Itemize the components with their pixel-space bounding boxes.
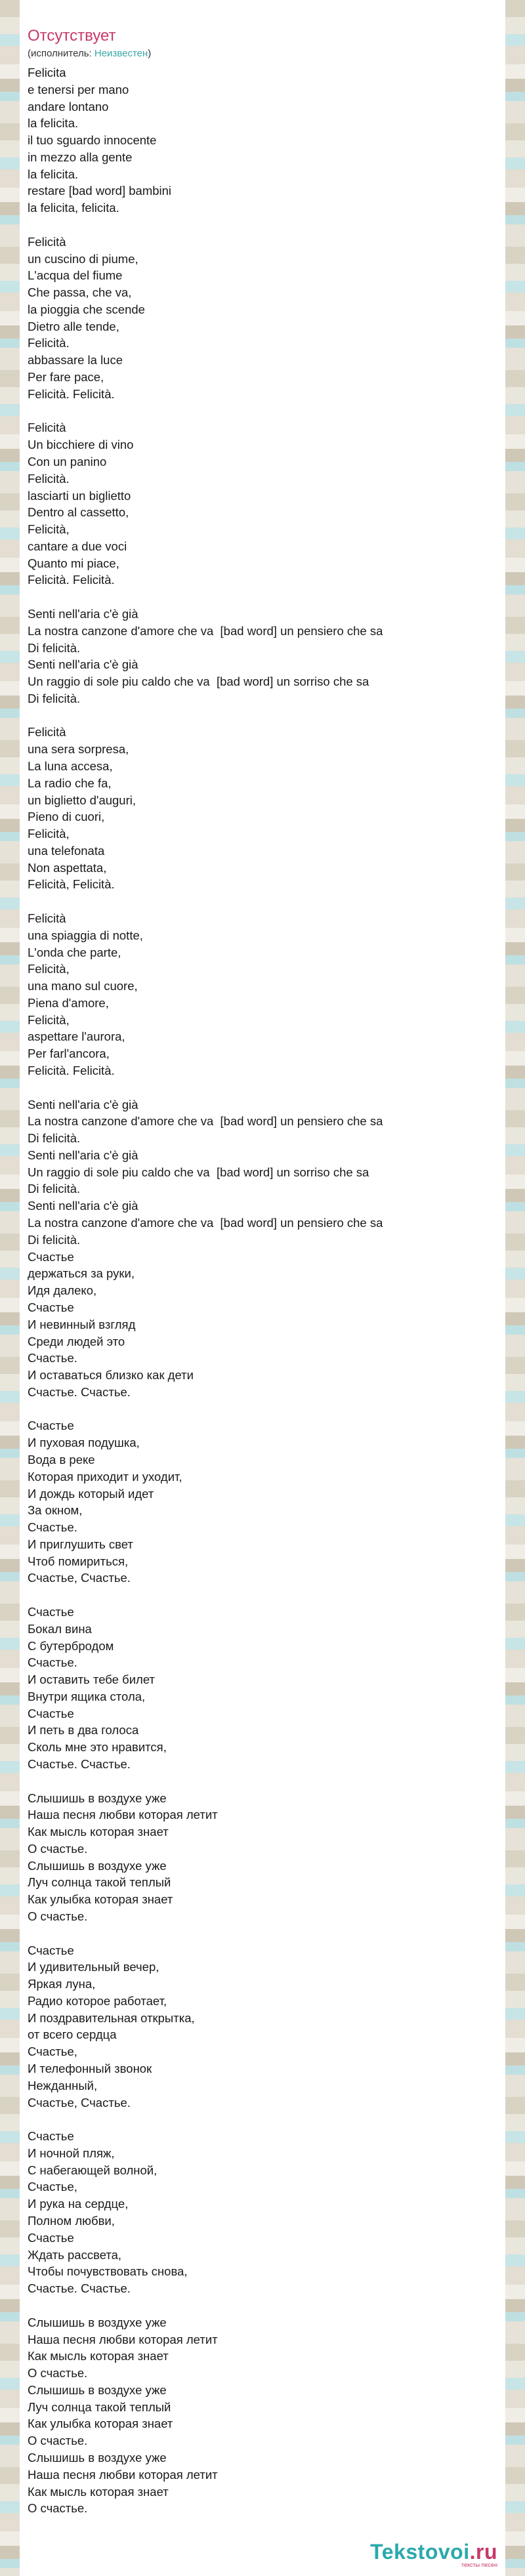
lyric-line: un cuscino di piume, [28, 251, 138, 266]
lyric-line: Полном любви, [28, 2214, 115, 2228]
lyric-line: Felicità, [28, 962, 70, 976]
lyric-line: С набегающей волной, [28, 2163, 158, 2177]
lyric-line: Felicità. Felicità. [28, 1064, 115, 1078]
lyric-line: Счастье [28, 1300, 74, 1314]
lyric-line: Felicità [28, 234, 66, 249]
lyric-line: Di felicità. [28, 1232, 81, 1247]
lyric-line: Un raggio di sole piu caldo che va [bad word] un sorriso che sa [28, 1165, 369, 1179]
lyric-line: andare lontano [28, 99, 109, 114]
lyric-line: L'onda che parte, [28, 945, 121, 959]
lyric-line: Счастье [28, 2129, 74, 2144]
lyric-line: Счастье [28, 2230, 74, 2245]
lyric-line: С бутербродом [28, 1638, 114, 1653]
lyric-line: Слышишь в воздухе уже [28, 2382, 167, 2397]
lyric-line: Идя далеко, [28, 1283, 97, 1298]
lyric-line: Ждать рассвета, [28, 2247, 122, 2262]
lyric-line: Счастье. Счастье. [28, 2281, 131, 2296]
lyric-line: Бокал вина [28, 1621, 92, 1636]
stanza-break [28, 1587, 505, 1604]
lyric-line: Слышишь в воздухе уже [28, 1858, 167, 1873]
lyric-line: Счастье. Счастье. [28, 1757, 131, 1771]
lyric-line: Счастье [28, 1249, 74, 1264]
lyric-line: Felicità, [28, 522, 70, 537]
lyric-line: И удивительный вечер, [28, 1960, 159, 1974]
lyric-line: И ночной пляж, [28, 2146, 115, 2160]
stanza-break [28, 893, 505, 910]
stanza-break [28, 2297, 505, 2314]
lyric-line: За окном, [28, 1503, 83, 1518]
stanza-break [28, 1773, 505, 1790]
lyric-line: Di felicità. [28, 1131, 81, 1146]
lyric-line: La nostra canzone d'amore che va [bad word] un pensiero che sa [28, 1216, 383, 1230]
lyric-line: И приглушить свет [28, 1537, 133, 1551]
stanza-break [28, 403, 505, 420]
lyric-line: La luna accesa, [28, 758, 113, 773]
lyric-line: Felicità. Felicità. [28, 386, 115, 401]
lyric-line: La nostra canzone d'amore che va [bad word] un pensiero che sa [28, 623, 383, 638]
lyric-line: e tenersi per mano [28, 82, 129, 96]
lyric-line: Радио которое работает, [28, 1993, 167, 2008]
lyric-line: Как мысль которая знает [28, 2484, 169, 2499]
lyrics-text [28, 64, 505, 2517]
stanza-break [28, 707, 505, 724]
logo-wordmark [370, 2540, 497, 2564]
lyric-line: Felicità [28, 911, 66, 925]
lyric-line: restare [bad word] bambini [28, 184, 172, 198]
lyric-line: Un bicchiere di vino [28, 438, 134, 452]
lyric-line: Di felicità. [28, 691, 81, 705]
lyric-line: Felicità. [28, 471, 70, 486]
lyric-line: Сколь мне это нравится, [28, 1740, 167, 1755]
stanza-break [28, 1079, 505, 1096]
lyric-line: Senti nell'aria c'è già [28, 1148, 138, 1162]
lyric-line: Senti nell'aria c'è già [28, 657, 138, 672]
lyric-line: abbassare la luce [28, 353, 123, 367]
stanza-break [28, 2111, 505, 2128]
lyric-line: Счастье [28, 1604, 74, 1619]
lyric-line: Felicità [28, 421, 66, 435]
lyric-line: Которая приходит и уходит, [28, 1469, 182, 1484]
lyric-line: Felicità, Felicità. [28, 877, 115, 892]
lyric-line: О счастье. [28, 2434, 88, 2448]
stanza-break [28, 1925, 505, 1942]
lyric-line: Che passa, che va, [28, 285, 132, 300]
logo-main: Tekstovoi [370, 2540, 470, 2564]
lyric-line: Per fare pace, [28, 370, 104, 384]
lyric-line: il tuo sguardo innocente [28, 133, 157, 148]
lyric-line: Felicita [28, 66, 66, 79]
lyric-line: Счастье. Счастье. [28, 1384, 131, 1399]
lyric-line: Луч солнца такой теплый [28, 1875, 171, 1890]
lyric-line: Слышишь в воздухе уже [28, 2315, 167, 2329]
lyric-line: cantare a due voci [28, 539, 127, 553]
lyric-line: una sera sorpresa, [28, 742, 129, 757]
lyric-line: Вода в реке [28, 1452, 95, 1466]
lyric-line: И невинный взгляд [28, 1317, 136, 1331]
lyric-line: Счастье, Счастье. [28, 1571, 131, 1585]
stanza-break [28, 217, 505, 234]
lyric-line: Senti nell'aria c'è già [28, 606, 138, 621]
lyric-line: Piena d'amore, [28, 995, 109, 1010]
lyric-line: И оставаться близко как дети [28, 1368, 194, 1382]
logo-domain: .ru [469, 2540, 497, 2564]
lyric-line: La radio che fa, [28, 776, 112, 790]
lyric-line: la pioggia che scende [28, 302, 145, 316]
lyric-line: Senti nell'aria c'è già [28, 1097, 138, 1111]
lyric-line: la felicita, felicita. [28, 201, 119, 215]
lyric-line: una spiaggia di notte, [28, 928, 143, 942]
lyric-line: Как улыбка которая знает [28, 2417, 173, 2431]
lyric-line: Dietro alle tende, [28, 319, 119, 333]
lyric-line: Счастье [28, 1419, 74, 1433]
lyric-line: Слышишь в воздухе уже [28, 2450, 167, 2464]
lyric-line: И дождь который идет [28, 1486, 154, 1501]
lyric-line: Счастье [28, 1943, 74, 1957]
stanza-break [28, 1401, 505, 1418]
lyric-line: Di felicità. [28, 640, 81, 655]
stanza-break [28, 589, 505, 606]
lyric-line: aspettare l'aurora, [28, 1029, 125, 1044]
lyric-line: И рука на сердце, [28, 2197, 129, 2211]
lyric-line: Как улыбка которая знает [28, 1892, 173, 1907]
page [20, 0, 505, 2576]
lyric-line: Счастье [28, 1706, 74, 1720]
lyric-line: Senti nell'aria c'è già [28, 1199, 138, 1213]
lyric-line: una telefonata [28, 843, 105, 858]
performer-link[interactable]: Неизвестен [94, 48, 148, 59]
lyric-line: О счастье. [28, 1841, 88, 1856]
site-logo[interactable] [370, 2540, 497, 2568]
lyric-line: О счастье. [28, 1909, 88, 1924]
lyric-line: Счастье, [28, 2180, 77, 2194]
lyric-line: una mano sul cuore, [28, 979, 138, 993]
lyric-line: О счастье. [28, 2501, 88, 2516]
lyric-line: La nostra canzone d'amore che va [bad word] un pensiero che sa [28, 1114, 383, 1129]
lyric-line: И петь в два голоса [28, 1723, 139, 1737]
lyric-line: Quanto mi piace, [28, 556, 119, 570]
lyric-line: Счастье, [28, 2045, 77, 2059]
lyric-line: Слышишь в воздухе уже [28, 1791, 167, 1805]
lyric-line: Dentro al cassetto, [28, 505, 129, 520]
lyric-line: Di felicità. [28, 1182, 81, 1196]
lyric-line: un biglietto d'auguri, [28, 793, 136, 807]
lyric-line: Чтобы почувствовать снова, [28, 2264, 188, 2279]
lyric-line: L'acqua del fiume [28, 268, 123, 283]
lyric-line: Наша песня любви которая летит [28, 2332, 218, 2346]
performer-prefix: (исполнитель: [28, 48, 94, 59]
lyric-line: Pieno di cuori, [28, 810, 105, 824]
lyric-line: Felicità. [28, 336, 70, 350]
lyric-line: И оставить тебе билет [28, 1672, 155, 1687]
lyric-line: Как мысль которая знает [28, 1825, 169, 1839]
lyric-line: Con un panino [28, 454, 107, 468]
song-title: Отсутствует [28, 27, 116, 45]
lyric-line: Per farl'ancora, [28, 1047, 110, 1061]
performer-line [20, 46, 505, 60]
lyric-line: от всего сердца [28, 2027, 117, 2042]
lyric-line: И телефонный звонок [28, 2062, 152, 2076]
lyric-line: И поздравительная открытка, [28, 2010, 195, 2025]
lyric-line: lasciarti un biglietto [28, 488, 131, 503]
lyric-line: Non aspettata, [28, 860, 107, 875]
lyric-line: Счастье. [28, 1351, 77, 1365]
lyric-line: Счастье. [28, 1520, 77, 1535]
lyric-line: Чтоб помириться, [28, 1554, 129, 1568]
lyric-line: Un raggio di sole piu caldo che va [bad word] un sorriso che sa [28, 675, 369, 689]
lyric-line: la felicita. [28, 167, 79, 181]
performer-suffix: ) [148, 48, 152, 59]
lyric-line: Felicità, [28, 1012, 70, 1027]
lyric-line: Как мысль которая знает [28, 2349, 169, 2363]
lyric-line: Счастье. [28, 1655, 77, 1670]
lyric-line: Наша песня любви которая летит [28, 1808, 218, 1822]
lyric-line: in mezzo alla gente [28, 150, 133, 164]
lyric-line: О счастье. [28, 2366, 88, 2380]
lyric-line: держаться за руки, [28, 1266, 135, 1281]
lyric-line: Счастье, Счастье. [28, 2095, 131, 2109]
lyric-line: la felicita. [28, 116, 79, 131]
logo-tagline: тексты песен [461, 2562, 497, 2568]
lyric-line: Внутри ящика стола, [28, 1689, 146, 1703]
lyric-line: Яркая луна, [28, 1977, 96, 1991]
lyric-line: Луч солнца такой теплый [28, 2399, 171, 2414]
lyric-line: И пуховая подушка, [28, 1436, 140, 1450]
lyric-line: Felicità. Felicità. [28, 573, 115, 587]
lyric-line: Нежданный, [28, 2078, 98, 2092]
lyric-line: Felicità [28, 725, 66, 739]
lyric-line: Felicità, [28, 827, 70, 841]
lyric-line: Наша песня любви которая летит [28, 2467, 218, 2482]
lyric-line: Среди людей это [28, 1334, 125, 1348]
